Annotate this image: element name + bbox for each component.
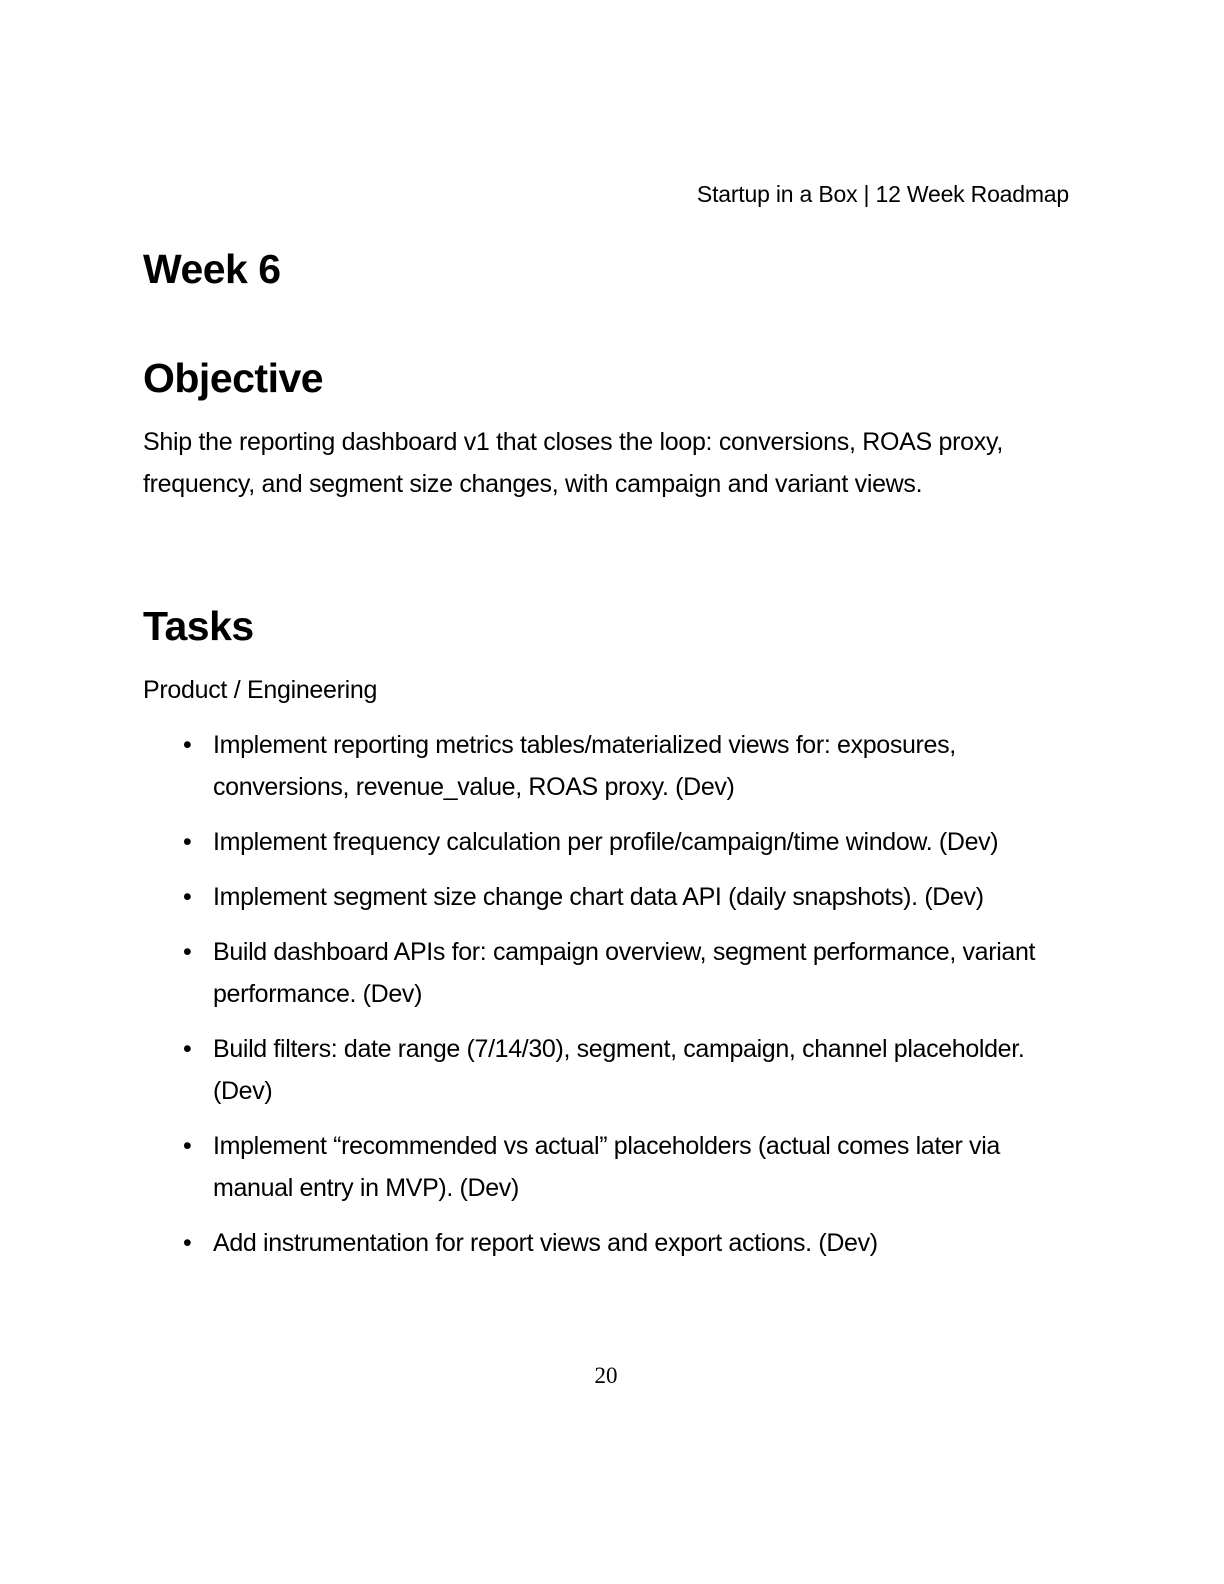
bullet-icon: • (183, 731, 192, 759)
task-item (143, 1125, 1073, 1209)
task-text: Build filters: date range (7/14/30), segment, campaign, channel placeholder. (Dev) (213, 1035, 1025, 1105)
task-item (143, 1222, 1073, 1264)
bullet-icon: • (183, 1132, 192, 1160)
bullet-icon: • (183, 1035, 192, 1063)
bullet-icon: • (183, 1229, 192, 1257)
bullet-icon: • (183, 938, 192, 966)
task-text: Implement reporting metrics tables/materialized views for: exposures, conversions, revenue_value, ROAS proxy. (Dev) (213, 731, 956, 801)
bullet-icon: • (183, 828, 192, 856)
task-text: Implement “recommended vs actual” placeholders (actual comes later via manual entry in MVP). (Dev) (213, 1132, 1000, 1202)
bullet-icon: • (183, 883, 192, 911)
task-item (143, 876, 1073, 918)
task-text: Implement segment size change chart data API (daily snapshots). (Dev) (213, 883, 984, 911)
objective-heading: Objective (143, 355, 324, 401)
task-text: Add instrumentation for report views and export actions. (Dev) (213, 1229, 878, 1257)
task-text: Implement frequency calculation per profile/campaign/time window. (Dev) (213, 828, 999, 856)
task-item (143, 724, 1073, 808)
task-text: Build dashboard APIs for: campaign overview, segment performance, variant performance. (Dev) (213, 938, 1036, 1008)
task-list (143, 724, 1073, 1277)
objective-text: Ship the reporting dashboard v1 that closes the loop: conversions, ROAS proxy, frequency, and segment size changes, with campaign and variant views. (143, 428, 1003, 498)
tasks-heading: Tasks (143, 603, 254, 649)
task-item (143, 1028, 1073, 1112)
week-title: Week 6 (143, 246, 281, 292)
task-item (143, 931, 1073, 1015)
running-header: Startup in a Box | 12 Week Roadmap (696, 181, 1069, 207)
page-number: 20 (594, 1363, 618, 1388)
tasks-subheading: Product / Engineering (143, 676, 378, 704)
task-item (143, 821, 1073, 863)
